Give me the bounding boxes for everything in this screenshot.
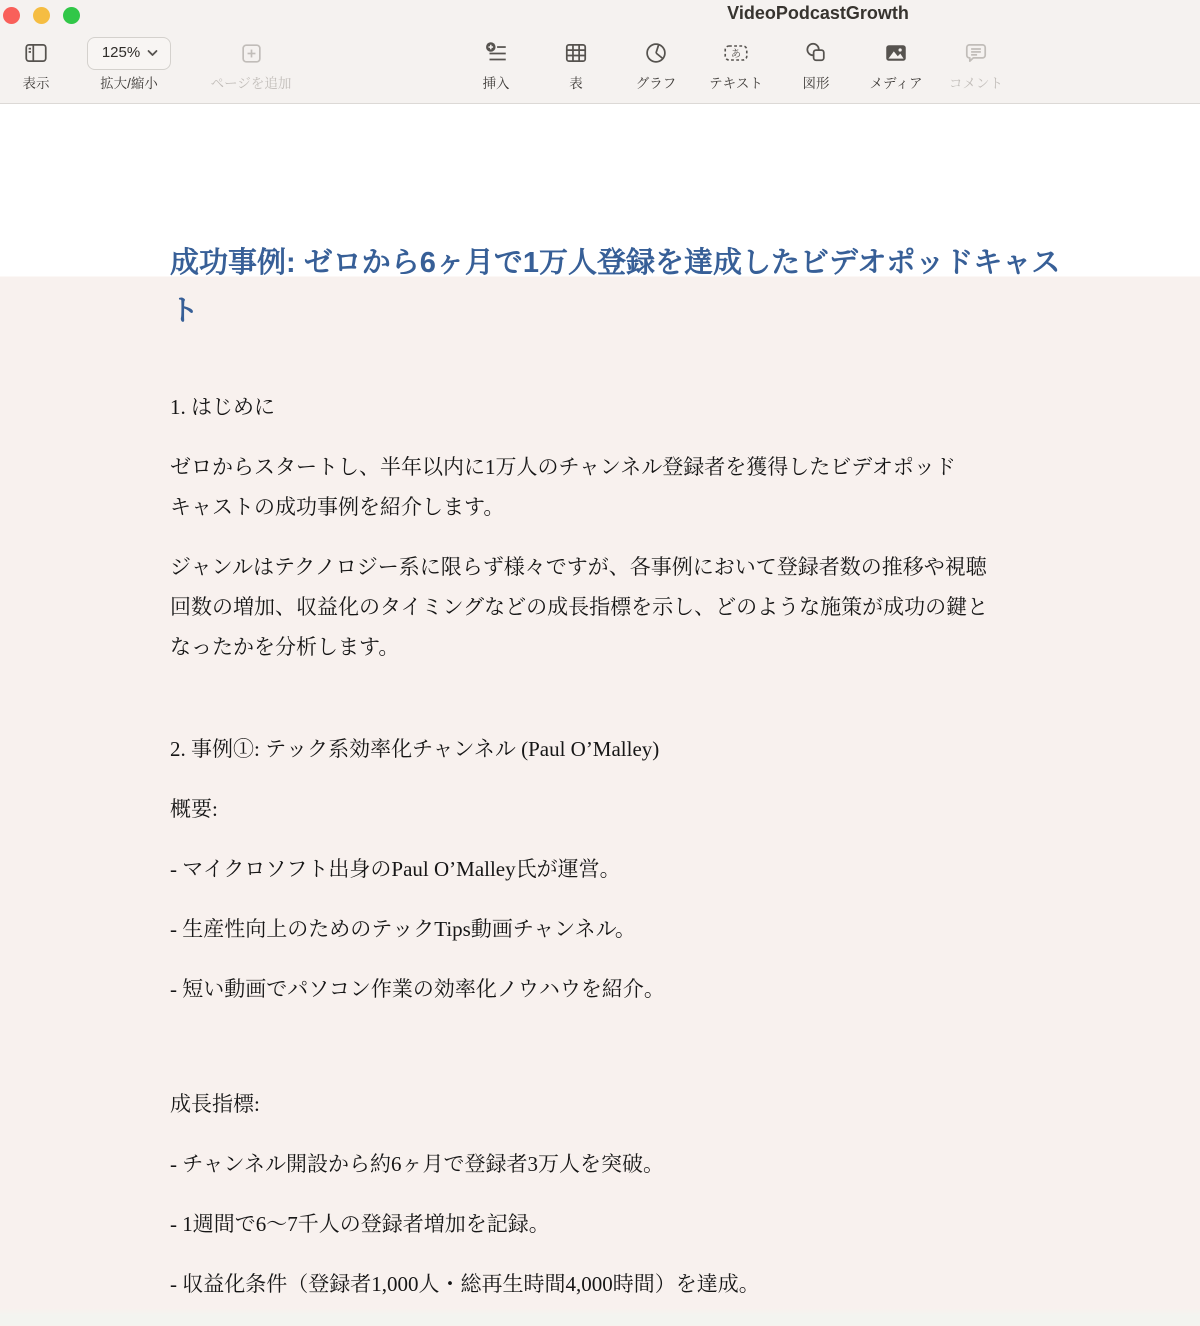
zoom-value: 125% bbox=[101, 44, 141, 61]
toolbar-left-group bbox=[10, 36, 306, 92]
view-button[interactable] bbox=[10, 36, 62, 92]
text-block bbox=[170, 1144, 1050, 1184]
traffic-lights bbox=[3, 7, 80, 24]
insert-button[interactable] bbox=[460, 36, 532, 92]
toolbar bbox=[0, 0, 1200, 104]
minimize-button[interactable] bbox=[33, 7, 50, 24]
table-button[interactable] bbox=[540, 36, 612, 92]
text-block bbox=[170, 1204, 1050, 1244]
text-line: ゼロからスタートし、半年以内に1万人のチャンネル登録者を獲得したビデオポッド bbox=[170, 455, 956, 479]
text-block bbox=[170, 387, 1050, 427]
chart-icon bbox=[643, 36, 669, 70]
comment-label: コメント bbox=[949, 76, 1003, 91]
document-content bbox=[0, 104, 1061, 1304]
text-line: - チャンネル開設から約6ヶ月で登録者3万人を突破。 bbox=[170, 1152, 664, 1176]
text-block bbox=[170, 729, 1050, 769]
text-line: 1. はじめに bbox=[170, 395, 275, 419]
text-line: 成長指標: bbox=[170, 1092, 260, 1116]
text-line: ジャンルはテクノロジー系に限らず様々ですが、各事例において登録者数の推移や視聴 bbox=[170, 555, 987, 579]
text-label: テキスト bbox=[709, 76, 763, 91]
media-label: メディア bbox=[869, 76, 923, 91]
svg-text:あ: あ bbox=[730, 49, 742, 61]
toolbar-right-group bbox=[460, 36, 1012, 92]
insert-icon bbox=[483, 36, 509, 70]
add-page-icon bbox=[239, 36, 264, 70]
media-button[interactable] bbox=[860, 36, 932, 92]
comment-button bbox=[940, 36, 1012, 92]
comment-icon bbox=[963, 36, 989, 70]
document-page[interactable] bbox=[0, 104, 1200, 1325]
text-line: ト bbox=[170, 295, 200, 327]
shape-button[interactable] bbox=[780, 36, 852, 92]
fullscreen-button[interactable] bbox=[63, 7, 80, 24]
add-page-button bbox=[196, 36, 306, 92]
sidebar-icon bbox=[23, 36, 49, 70]
close-button[interactable] bbox=[3, 7, 20, 24]
text-box-icon bbox=[722, 36, 750, 70]
text-block bbox=[170, 789, 1050, 829]
text-line: キャストの成功事例を紹介します。 bbox=[170, 495, 505, 519]
zoom-label: 拡大/縮小 bbox=[100, 76, 158, 91]
view-label: 表示 bbox=[22, 76, 50, 91]
text-line: - マイクロソフト出身のPaul O’Malley氏が運営。 bbox=[170, 857, 621, 881]
shape-icon bbox=[803, 36, 829, 70]
media-icon bbox=[883, 36, 909, 70]
window-title: VideoPodcastGrowth bbox=[727, 3, 909, 23]
text-block bbox=[170, 849, 1050, 889]
chart-label: グラフ bbox=[635, 76, 677, 91]
text-block bbox=[170, 1084, 1050, 1124]
text-block bbox=[170, 969, 1050, 1009]
text-line: なったかを分析します。 bbox=[170, 635, 400, 659]
add-page-label: ページを追加 bbox=[210, 76, 292, 91]
text-line: 回数の増加、収益化のタイミングなどの成長指標を示し、どのような施策が成功の鍵と bbox=[170, 595, 989, 619]
text-line: - 生産性向上のためのテックTips動画チャンネル。 bbox=[170, 917, 636, 941]
chevron-down-icon bbox=[147, 49, 158, 57]
text-line: 2. 事例①: テック系効率化チャンネル (Paul O’Malley) bbox=[170, 737, 660, 761]
shape-label: 図形 bbox=[802, 76, 830, 91]
chart-button[interactable] bbox=[620, 36, 692, 92]
zoom-pill[interactable] bbox=[87, 36, 171, 70]
text-button[interactable] bbox=[700, 36, 772, 92]
table-icon bbox=[563, 36, 589, 70]
text-block bbox=[170, 547, 1050, 667]
document-title bbox=[170, 239, 1061, 335]
text-line: 概要: bbox=[170, 797, 218, 821]
table-label: 表 bbox=[569, 76, 583, 91]
text-line: - 短い動画でパソコン作業の効率化ノウハウを紹介。 bbox=[170, 977, 665, 1001]
text-block bbox=[170, 909, 1050, 949]
text-block bbox=[170, 447, 1050, 527]
text-line: - 収益化条件（登録者1,000人・総再生時間4,000時間）を達成。 bbox=[170, 1272, 760, 1296]
text-line: 成功事例: ゼロから6ヶ月で1万人登録を達成したビデオポッドキャス bbox=[170, 247, 1061, 279]
insert-label: 挿入 bbox=[482, 76, 510, 91]
text-block bbox=[170, 1264, 1050, 1304]
text-line: - 1週間で6〜7千人の登録者増加を記録。 bbox=[170, 1212, 550, 1236]
zoom-control[interactable] bbox=[74, 36, 184, 92]
